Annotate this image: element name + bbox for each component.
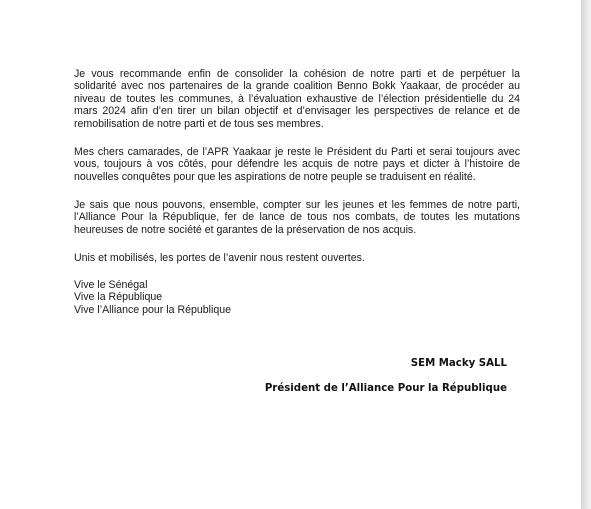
vive-alliance: Vive l’Alliance pour la République — [74, 303, 232, 316]
paragraph-jeunes-femmes: Je sais que nous pouvons, ensemble, compter sur les jeunes et les femmes de notre parti, l’Alliance Pour la République, fer de lance de tous nos combats, de toutes les mutations heureuses de notre société et garantes de la préservation de nos acquis. — [74, 199, 520, 236]
vive-senegal: Vive le Sénégal — [74, 279, 148, 291]
vive-block — [74, 279, 520, 316]
signature-title: Président de l’Alliance Pour la République — [264, 383, 507, 394]
vive-republique: Vive la République — [74, 291, 163, 304]
paragraph-camarades: Mes chers camarades, de l’APR Yaakaar je reste le Président du Parti et serai toujours avec vous, toujours à vos côtés, pour défendre les acquis de notre pays et dicter à l’histoire de nouvelles conquêtes pour que les aspirations de notre peuple se traduisent en réalité. — [74, 146, 520, 183]
paragraph-unis: Unis et mobilisés, les portes de l’avenir nous restent ouvertes. — [74, 252, 365, 264]
paragraph-cohesion: Je vous recommande enfin de consolider la cohésion de notre parti et de perpétuer la solidarité avec nos partenaires de la grande coalition Benno Bokk Yaakaar, de procéder au niveau de toutes les communes, à l’évaluation exhaustive de l’élection présidentielle du 24 mars 2024 afin d’en tirer un bilan objectif et d’envisager les perspectives de relance et de remobilisation de notre parti et de tous ses membres. — [74, 68, 520, 130]
page-edge — [583, 0, 591, 509]
signature-name: SEM Macky SALL — [410, 358, 507, 369]
